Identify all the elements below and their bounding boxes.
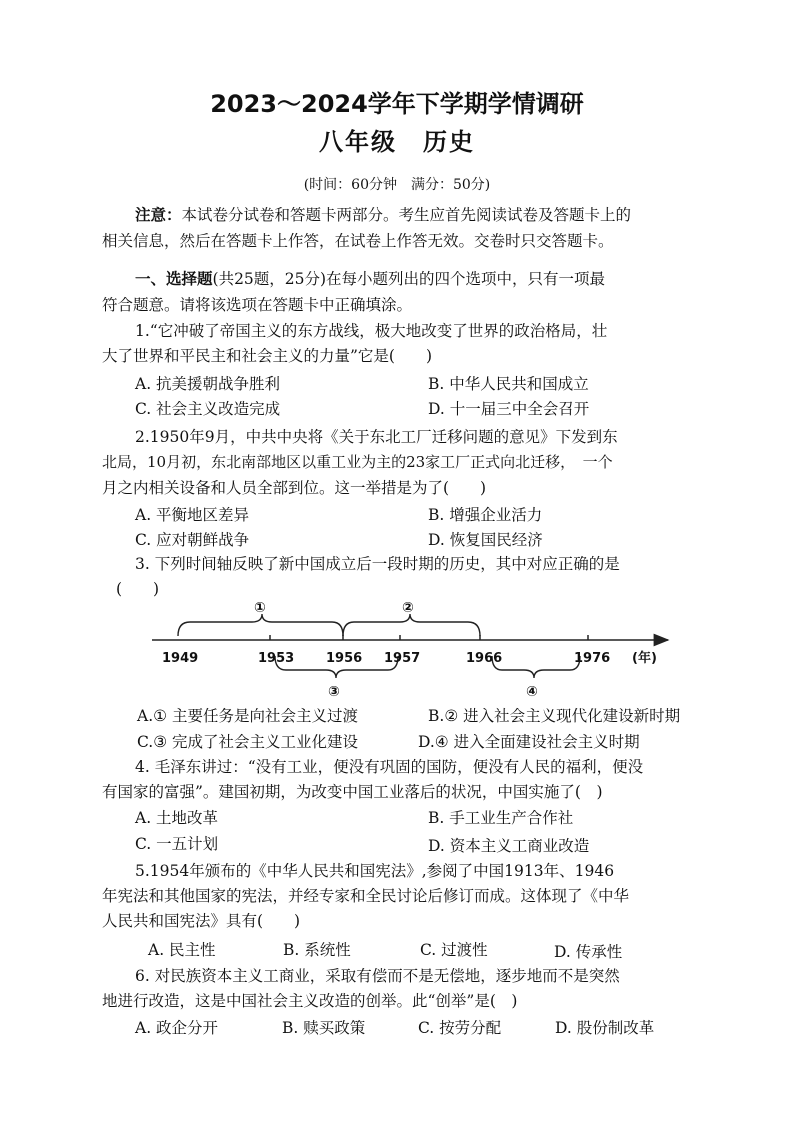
bracket-label-1: ① xyxy=(254,600,266,616)
question-4-option-b[interactable]: B. 手工业生产合作社 xyxy=(428,809,574,827)
year-1966: 1966 xyxy=(466,651,503,666)
section-instructions-2: 符合题意。请将该选项在答题卡中正确填涂。 xyxy=(102,296,413,314)
timeline-diagram xyxy=(140,592,700,702)
question-3-line-2: ( ) xyxy=(116,580,160,598)
section-label: 一、选择题 xyxy=(135,269,213,288)
question-2-line-2: 北局，10月初，东北南部地区以重工业为主的23家工厂正式向北迁移， 一个 xyxy=(102,453,613,471)
notice-line-1 xyxy=(135,202,631,228)
notice-text-1: 本试卷分试卷和答题卡两部分。考生应首先阅读试卷及答题卡上的 xyxy=(181,206,632,224)
bracket-2 xyxy=(343,614,480,636)
bracket-4 xyxy=(492,656,580,678)
year-1953: 1953 xyxy=(258,651,295,666)
question-5-option-c[interactable]: C. 过渡性 xyxy=(420,941,488,959)
notice-label: 注意： xyxy=(135,205,182,224)
exam-meta: (时间：60分钟 满分：50分) xyxy=(303,177,491,193)
section-instructions-1: (共25题，25分)在每小题列出的四个选项中，只有一项最 xyxy=(212,270,606,288)
question-1-option-c[interactable]: C. 社会主义改造完成 xyxy=(135,400,281,418)
bracket-1 xyxy=(178,614,343,636)
year-1976: 1976 xyxy=(574,651,611,666)
question-3-line-1: 3. 下列时间轴反映了新中国成立后一段时期的历史，其中对应正确的是 xyxy=(135,555,620,573)
question-4-option-c[interactable]: C. 一五计划 xyxy=(135,835,219,853)
exam-title: 2023～2024学年下学期学情调研 xyxy=(210,90,584,118)
question-1-line-2: 大了世界和平民主和社会主义的力量”它是( ) xyxy=(102,347,433,365)
question-1-option-d[interactable]: D. 十一届三中全会召开 xyxy=(428,400,590,418)
question-4-option-a[interactable]: A. 土地改革 xyxy=(135,809,219,827)
question-2-line-3: 月之内相关设备和人员全部到位。这一举措是为了( ) xyxy=(102,479,487,497)
question-2-line-1: 2.1950年9月，中共中央将《关于东北工厂迁移问题的意见》下发到东 xyxy=(135,428,618,446)
question-5-line-1: 5.1954年颁布的《中华人民共和国宪法》,参阅了中国1913年、1946 xyxy=(135,862,615,880)
question-3-option-c[interactable]: C.③ 完成了社会主义工业化建设 xyxy=(137,733,359,751)
question-2-option-a[interactable]: A. 平衡地区差异 xyxy=(135,506,250,524)
question-5-line-3: 人民共和国宪法》具有( ) xyxy=(102,912,301,930)
question-6-option-b[interactable]: B. 赎买政策 xyxy=(282,1019,366,1037)
question-5-option-d[interactable]: D. 传承性 xyxy=(554,943,623,961)
bracket-label-4: ④ xyxy=(526,684,538,700)
question-1-option-b[interactable]: B. 中华人民共和国成立 xyxy=(428,375,589,393)
timeline-unit: (年) xyxy=(632,651,657,666)
question-2-option-c[interactable]: C. 应对朝鲜战争 xyxy=(135,531,250,549)
question-5-line-2: 年宪法和其他国家的宪法，并经专家和全民讨论后修订而成。这体现了《中华 xyxy=(102,887,630,905)
year-1949: 1949 xyxy=(162,651,199,666)
question-6-option-d[interactable]: D. 股份制改革 xyxy=(555,1019,655,1037)
question-4-line-2: 有国家的富强”。建国初期，为改变中国工业落后的状况，中国实施了( ) xyxy=(102,783,603,801)
question-6-option-c[interactable]: C. 按劳分配 xyxy=(418,1019,502,1037)
question-2-option-b[interactable]: B. 增强企业活力 xyxy=(428,506,543,524)
question-4-option-d[interactable]: D. 资本主义工商业改造 xyxy=(428,837,590,855)
year-1957: 1957 xyxy=(384,651,421,666)
question-6-option-a[interactable]: A. 政企分开 xyxy=(135,1019,219,1037)
question-6-line-2: 地进行改造，这是中国社会主义改造的创举。此“创举”是( ) xyxy=(102,992,518,1010)
bracket-label-3: ③ xyxy=(328,684,340,700)
exam-subject: 八年级 历史 xyxy=(319,128,475,156)
question-1-line-1: 1.“它冲破了帝国主义的东方战线，极大地改变了世界的政治格局，壮 xyxy=(135,322,608,340)
question-3-option-a[interactable]: A.① 主要任务是向社会主义过渡 xyxy=(137,707,358,725)
bracket-label-2: ② xyxy=(402,600,414,616)
question-2-option-d[interactable]: D. 恢复国民经济 xyxy=(428,531,543,549)
notice-line-2: 相关信息，然后在答题卡上作答，在试卷上作答无效。交卷时只交答题卡。 xyxy=(102,232,614,250)
question-3-option-b[interactable]: B.② 进入社会主义现代化建设新时期 xyxy=(428,707,681,725)
question-1-option-a[interactable]: A. 抗美援朝战争胜利 xyxy=(135,375,281,393)
question-5-option-a[interactable]: A. 民主性 xyxy=(148,941,216,959)
question-3-option-d[interactable]: D.④ 进入全面建设社会主义时期 xyxy=(418,733,640,751)
question-6-line-1: 6. 对民族资本主义工商业，采取有偿而不是无偿地，逐步地而不是突然 xyxy=(135,967,620,985)
question-4-line-1: 4. 毛泽东讲过：“没有工业，便没有巩固的国防，便没有人民的福利，便没 xyxy=(135,758,644,776)
section-heading xyxy=(135,266,605,292)
question-5-option-b[interactable]: B. 系统性 xyxy=(283,941,351,959)
year-1956: 1956 xyxy=(326,651,363,666)
